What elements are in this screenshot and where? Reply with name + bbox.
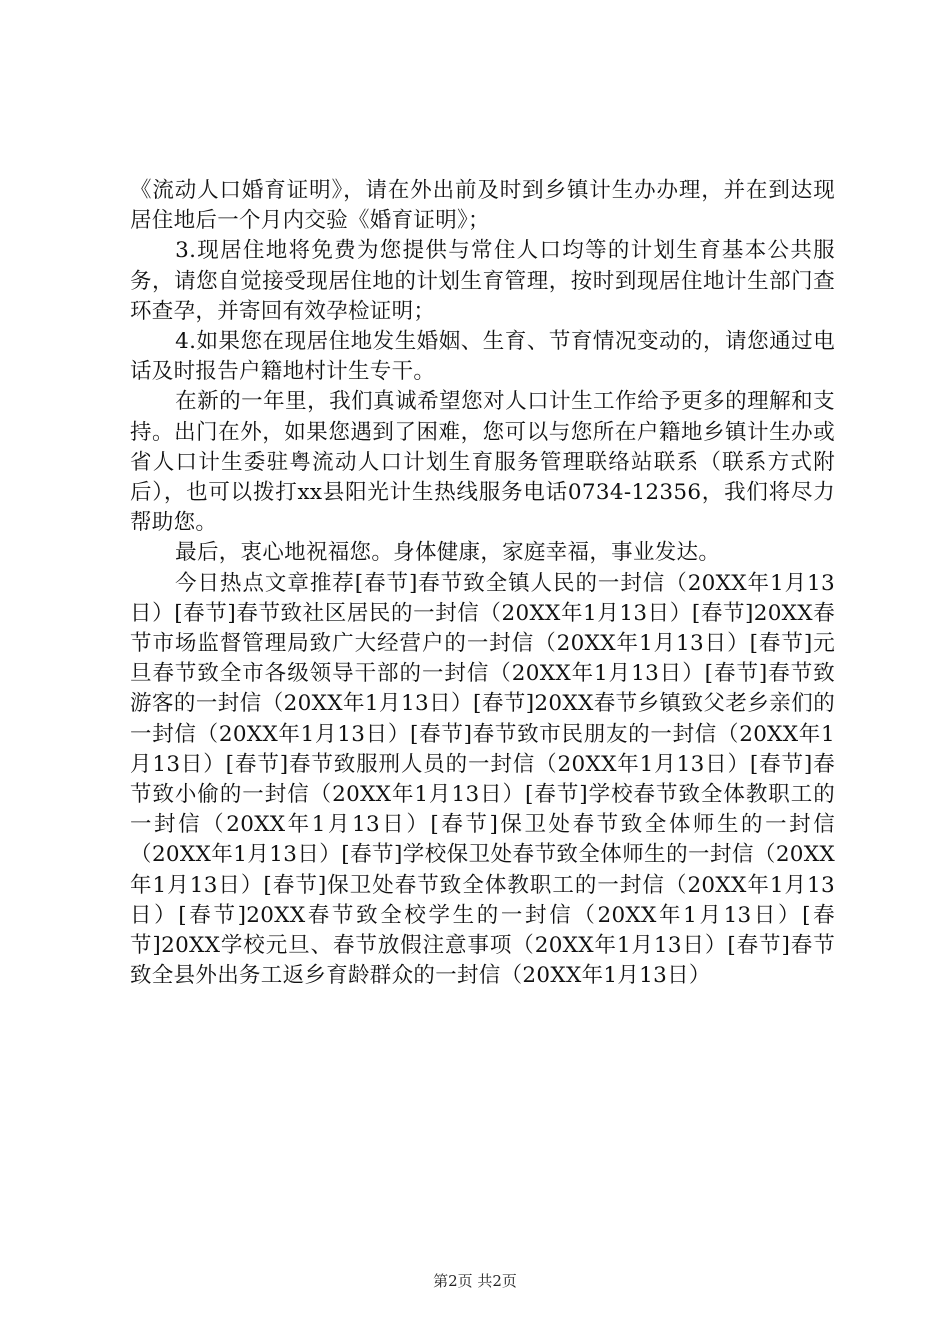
paragraph-new-year-wishes: 在新的一年里，我们真诚希望您对人口计生工作给予更多的理解和支持。出门在外，如果您遇到了困难，您可以与您所在户籍地乡镇计生办或省人口计生委驻粤流动人口计划生育服务管理联络站联系（联系方式附后），也可以拨打xx县阳光计生热线服务电话0734-12356，我们将尽力帮助您。 bbox=[130, 389, 835, 536]
paragraph-recommended-articles: 今日热点文章推荐[春节]春节致全镇人民的一封信（20XX年1月13日）[春节]春节致社区居民的一封信（20XX年1月13日）[春节]20XX春节市场监督管理局致广大经营户的一封信（20XX年1月13日）[春节]元旦春节致全市各级领导干部的一封信（20XX年1月13日）[春节]春节致游客的一封信（20XX年1月13日）[春节]20XX春节乡镇致父老乡亲们的一封信（20XX年1月13日）[春节]春节致市民朋友的一封信（20XX年1月13日）[春节]春节致服刑人员的一封信（20XX年1月13日）[春节]春节致小偷的一封信（20XX年1月13日）[春节]学校春节致全体教职工的一封信（20XX年1月13日）[春节]保卫处春节致全体师生的一封信（20XX年1月13日）[春节]学校保卫处春节致全体师生的一封信（20XX年1月13日）[春节]保卫处春节致全体教职工的一封信（20XX年1月13日）[春节]20XX春节致全校学生的一封信（20XX年1月13日）[春节]20XX学校元旦、春节放假注意事项（20XX年1月13日）[春节]春节致全县外出务工返乡育龄群众的一封信（20XX年1月13日） bbox=[130, 570, 835, 989]
paragraph-closing: 最后，衷心地祝福您。身体健康，家庭幸福，事业发达。 bbox=[175, 540, 721, 566]
document-body bbox=[130, 176, 835, 991]
page-footer: 第2页 共2页 bbox=[433, 1272, 517, 1290]
paragraph-continuation: 《流动人口婚育证明》，请在外出前及时到乡镇计生办办理，并在到达现居住地后一个月内交验《婚育证明》； bbox=[130, 178, 835, 234]
paragraph-item-3: 3.现居住地将免费为您提供与常住人口均等的计划生育基本公共服务，请您自觉接受现居住地的计划生育管理，按时到现居住地计生部门查环查孕，并寄回有效孕检证明； bbox=[130, 238, 835, 324]
paragraph-item-4: 4.如果您在现居住地发生婚姻、生育、节育情况变动的，请您通过电话及时报告户籍地村计生专干。 bbox=[130, 329, 835, 385]
